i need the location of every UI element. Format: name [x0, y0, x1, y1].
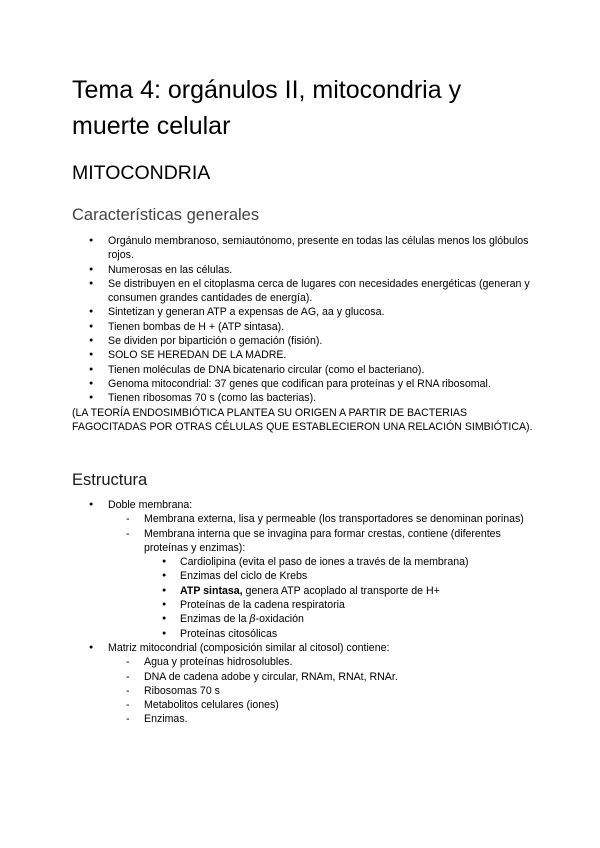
beta-pre-text: Enzimas de la: [180, 613, 250, 626]
atp-synthase-bold: ATP sintasa,: [180, 584, 243, 597]
list-item-outer-membrane: - Membrana externa, lisa y permeable (los transportadores se denominan porinas): [72, 512, 532, 526]
characteristics-list: [72, 234, 542, 406]
list-item: ● Tienen moléculas de DNA bicatenario circular (como el bacteriano).: [72, 363, 542, 377]
list-item: ● Genoma mitocondrial: 37 genes que codifican para proteínas y el RNA ribosomal.: [72, 377, 542, 391]
list-item: ● Sintetizan y generan ATP a expensas de AG, aa y glucosa.: [72, 305, 542, 319]
list-item-atp-synthase: [72, 584, 532, 598]
list-item: ● Proteínas citosólicas: [72, 627, 532, 641]
list-item: - Agua y proteínas hidrosolubles.: [72, 655, 532, 669]
beta-post-text: -oxidación: [255, 613, 304, 626]
list-item: ● Se distribuyen en el citoplasma cerca de lugares con necesidades energéticas (generan y consumen grandes cantidades de energía).: [72, 277, 542, 306]
list-item: ● Orgánulo membranoso, semiautónomo, presente en todas las células menos los glóbulos rojos.: [72, 234, 542, 263]
list-item: ● Proteínas de la cadena respiratoria: [72, 598, 532, 612]
characteristics-block: [72, 234, 542, 434]
list-item-inner-membrane: - Membrana interna que se invagina para formar crestas, contiene (diferentes proteínas y enzimas):: [72, 527, 532, 556]
list-item: ● Enzimas del ciclo de Krebs: [72, 569, 532, 583]
section-heading-mitocondria: MITOCONDRIA: [72, 162, 211, 184]
structure-block: [72, 498, 532, 727]
list-item: ● Cardiolipina (evita el paso de iones a través de la membrana): [72, 555, 532, 569]
atp-synthase-text: genera ATP acoplado al transporte de H+: [242, 584, 440, 597]
beta-symbol: β: [249, 613, 256, 626]
list-item: - Metabolitos celulares (iones): [72, 698, 532, 712]
list-item: - Ribosomas 70 s: [72, 684, 532, 698]
document-title: Tema 4: orgánulos II, mitocondria y muerte celular: [72, 76, 462, 140]
list-item: ● Tienen ribosomas 70 s (como las bacterias).: [72, 391, 542, 405]
list-item-matrix: ● Matriz mitocondrial (composición similar al citosol) contiene:: [72, 641, 532, 655]
list-item: - DNA de cadena adobe y circular, RNAm, RNAt, RNAr.: [72, 670, 532, 684]
list-item: ● Tienen bombas de H + (ATP sintasa).: [72, 320, 542, 334]
list-item: - Enzimas.: [72, 712, 532, 726]
subheading-characteristics: Características generales: [72, 206, 260, 224]
list-item-beta-oxidation: [72, 612, 532, 626]
endosymbiotic-note: (LA TEORÍA ENDOSIMBIÓTICA PLANTEA SU ORIGEN A PARTIR DE BACTERIAS FAGOCITADAS POR OTRAS CÉLULAS QUE ESTABLECIERON UNA RELACIÓN SIMBIÓTICA).: [72, 406, 533, 433]
list-item: ● Numerosas en las células.: [72, 263, 542, 277]
list-item: ● SOLO SE HEREDAN DE LA MADRE.: [72, 348, 542, 362]
list-item: ● Se dividen por bipartición o gemación (fisión).: [72, 334, 542, 348]
list-item: ● Doble membrana:: [72, 498, 532, 512]
structure-list: [72, 498, 532, 727]
subheading-structure: Estructura: [72, 471, 148, 489]
